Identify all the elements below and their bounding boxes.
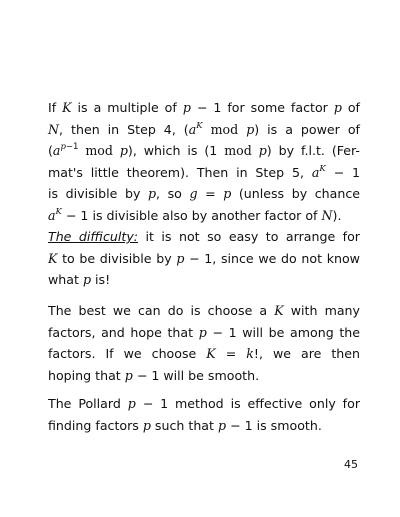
difficulty-label: The difficulty: [48, 229, 139, 244]
line: The best we can do is choose a K with many [48, 303, 360, 318]
line: If K is a multiple of p − 1 for some factor p of [48, 100, 360, 115]
line: is divisible by p, so g = p (unless by chance [48, 186, 360, 202]
line: what p is! [48, 272, 111, 288]
line: factors, and hope that p − 1 will be among the [48, 324, 361, 340]
line: The Pollard p − 1 method is effective only for [48, 396, 360, 411]
line: K to be divisible by p − 1, since we do not know [48, 250, 360, 266]
line: $a^K - 1$ is divisible also by another factor of N). [48, 206, 342, 223]
paragraph-difficulty [48, 226, 360, 291]
line: finding factors p such that p − 1 is smooth. [48, 417, 322, 433]
paragraph-flt-explanation [48, 97, 360, 227]
line: ($a^{p-1}$ mod p), which is (1 mod p) by f.l.t. (Fer- [48, 142, 360, 159]
line: N, then in Step 4, ($a^K$ mod p) is a power of [48, 120, 360, 137]
line: The difficulty: it is not so easy to arrange for [48, 229, 360, 244]
line: hoping that p − 1 will be smooth. [48, 367, 260, 383]
line: factors. If we choose K = k!, we are then [48, 346, 360, 362]
paragraph-choose-k [48, 300, 360, 386]
paragraph-pollard-conclusion [48, 393, 360, 436]
line: mat's little theorem). Then in Step 5, $a^K - 1$ [48, 163, 360, 180]
page-number: 45 [344, 458, 358, 471]
